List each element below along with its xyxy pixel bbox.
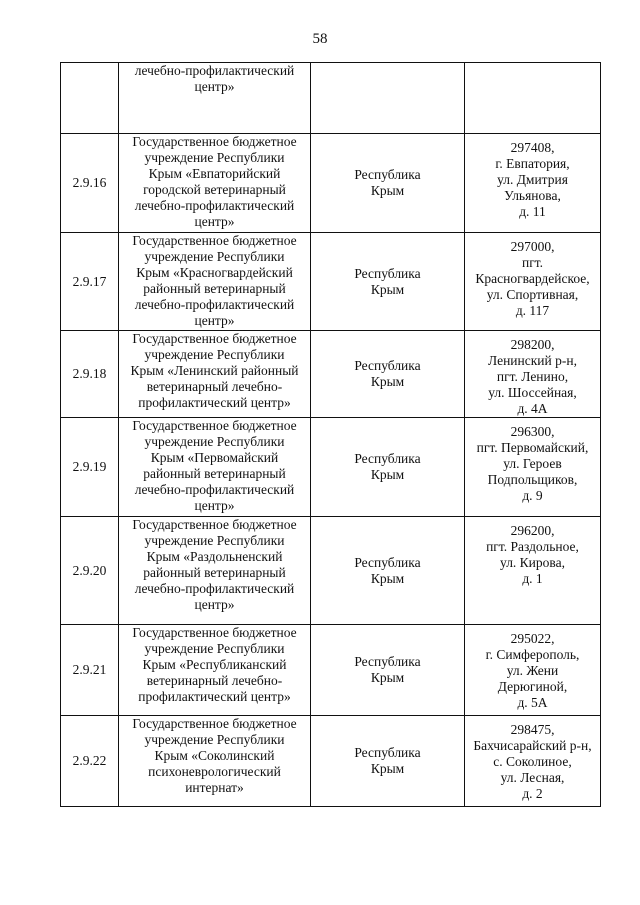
table-row <box>61 625 601 716</box>
institution-name-cell: лечебно-профилактический центр» <box>119 63 311 134</box>
region-cell: Республика Крым <box>311 517 465 625</box>
table-row <box>61 233 601 331</box>
region-cell <box>311 63 465 134</box>
row-number-cell: 2.9.22 <box>61 716 119 807</box>
address-cell: 298200, Ленинский р-н, пгт. Ленино, ул. Шоссейная, д. 4А <box>465 331 601 418</box>
page-number: 58 <box>312 31 328 47</box>
row-number-cell: 2.9.16 <box>61 134 119 233</box>
address-cell: 297408, г. Евпатория, ул. Дмитрия Ульянова, д. 11 <box>465 134 601 233</box>
institutions-table <box>60 62 601 807</box>
table-row <box>61 331 601 418</box>
row-number-cell: 2.9.18 <box>61 331 119 418</box>
row-number-cell: 2.9.17 <box>61 233 119 331</box>
region-cell: Республика Крым <box>311 134 465 233</box>
row-number-cell: 2.9.19 <box>61 418 119 517</box>
institution-name-cell: Государственное бюджетное учреждение Республики Крым «Красногвардейский районный ветеринарный лечебно-профилактический центр» <box>119 233 311 331</box>
row-number-cell <box>61 63 119 134</box>
table-row <box>61 418 601 517</box>
region-cell: Республика Крым <box>311 233 465 331</box>
institution-name-cell: Государственное бюджетное учреждение Республики Крым «Евпаторийский городской ветеринарный лечебно-профилактический центр» <box>119 134 311 233</box>
address-cell: 298475, Бахчисарайский р-н, с. Соколиное, ул. Лесная, д. 2 <box>465 716 601 807</box>
table-row <box>61 134 601 233</box>
address-cell: 297000, пгт. Красногвардейское, ул. Спортивная, д. 117 <box>465 233 601 331</box>
row-number-cell: 2.9.20 <box>61 517 119 625</box>
address-cell: 296200, пгт. Раздольное, ул. Кирова, д. 1 <box>465 517 601 625</box>
institution-name-cell: Государственное бюджетное учреждение Республики Крым «Ленинский районный ветеринарный лечебно- профилактический центр» <box>119 331 311 418</box>
table-row <box>61 716 601 807</box>
region-cell: Республика Крым <box>311 625 465 716</box>
institution-name-cell: Государственное бюджетное учреждение Республики Крым «Соколинский психоневрологический интернат» <box>119 716 311 807</box>
table-row <box>61 517 601 625</box>
address-cell <box>465 63 601 134</box>
region-cell: Республика Крым <box>311 418 465 517</box>
institution-name-cell: Государственное бюджетное учреждение Республики Крым «Первомайский районный ветеринарный лечебно-профилактический центр» <box>119 418 311 517</box>
institution-name-cell: Государственное бюджетное учреждение Республики Крым «Республиканский ветеринарный лечебно- профилактический центр» <box>119 625 311 716</box>
institution-name-cell: Государственное бюджетное учреждение Республики Крым «Раздольненский районный ветеринарный лечебно-профилактический центр» <box>119 517 311 625</box>
address-cell: 295022, г. Симферополь, ул. Жени Дерюгиной, д. 5А <box>465 625 601 716</box>
region-cell: Республика Крым <box>311 716 465 807</box>
table-row <box>61 63 601 134</box>
row-number-cell: 2.9.21 <box>61 625 119 716</box>
address-cell: 296300, пгт. Первомайский, ул. Героев Подпольщиков, д. 9 <box>465 418 601 517</box>
region-cell: Республика Крым <box>311 331 465 418</box>
